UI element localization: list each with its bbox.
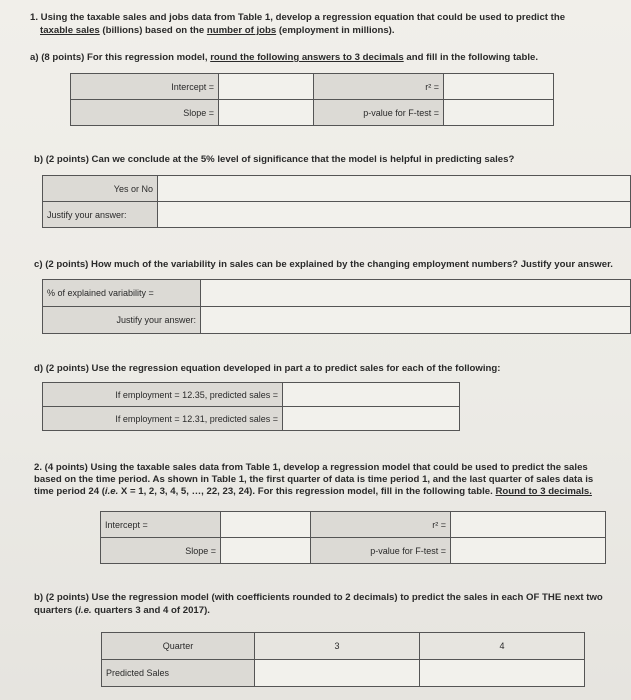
q1b-table: [42, 175, 631, 228]
q2-line3-c: X = 1, 2, 3, 4, 5, …, 22, 23, 24). For this regression model, fill in the following table.: [118, 486, 496, 497]
q1c-pct-label: % of explained variability =: [43, 280, 201, 307]
q2-r2-label: r² =: [311, 512, 451, 538]
q2-pvalue-label: p-value for F-test =: [311, 538, 451, 564]
q1-underline-taxable-sales: taxable sales: [40, 25, 100, 36]
q1a-underline: round the following answers to 3 decimals: [210, 52, 404, 63]
q1a-pvalue-label: p-value for F-test =: [314, 100, 444, 126]
q2b-line2-a: quarters (: [34, 605, 79, 616]
q2b-quarter-label: Quarter: [102, 633, 255, 660]
q2-r2-cell[interactable]: [451, 512, 606, 538]
q2-line3-ie: i.e.: [104, 486, 119, 497]
q2-intro-line2: based on the time period. As shown in Table 1, the first quarter of data is time period 1, and the last quarter of sales data is: [34, 474, 594, 485]
q2b-predicted-q4-cell[interactable]: [420, 660, 585, 687]
q1-intro-line2: [40, 25, 395, 37]
q1b-yes-no-cell[interactable]: [158, 176, 631, 202]
q1c-justify-label: Justify your answer:: [43, 307, 201, 334]
q2-slope-label: Slope =: [101, 538, 221, 564]
q1d-suffix: to predict sales for each of the following:: [310, 363, 501, 374]
q1b-yes-no-label: Yes or No: [43, 176, 158, 202]
q1d-row1-label: If employment = 12.35, predicted sales =: [43, 383, 283, 407]
q2b-line2-ie: i.e.: [78, 605, 92, 616]
q1a-prefix: a) (8 points) For this regression model,: [30, 52, 211, 63]
q1d-prompt: [34, 363, 500, 375]
q1a-pvalue-cell[interactable]: [444, 100, 554, 126]
q2b-line2-c: quarters 3 and 4 of 2017).: [91, 605, 210, 616]
q2-line3-round: Round to 3 decimals.: [495, 486, 592, 497]
q1-underline-number-of-jobs: number of jobs: [206, 25, 277, 36]
q1c-justify-cell[interactable]: [201, 307, 631, 334]
q1c-pct-cell[interactable]: [201, 280, 631, 307]
q1a-intercept-cell[interactable]: [219, 74, 314, 100]
q1a-slope-cell[interactable]: [219, 100, 314, 126]
q1-line2-text-d: (employment in millions).: [276, 25, 395, 36]
q1d-row2-label: If employment = 12.31, predicted sales =: [43, 407, 283, 431]
q1c-table: [42, 279, 631, 334]
q2-intercept-cell[interactable]: [221, 512, 311, 538]
q1d-prefix: d) (2 points) Use the regression equation developed in part: [34, 363, 306, 374]
q2b-table: [101, 632, 585, 687]
q1d-row2-cell[interactable]: [283, 407, 460, 431]
q2-intro-line3: [34, 486, 592, 498]
q2-table: [100, 511, 606, 564]
q2-line3-a: time period 24 (: [34, 486, 105, 497]
q1d-part: a: [305, 363, 311, 374]
q1d-row1-cell[interactable]: [283, 383, 460, 407]
q1d-table: [42, 382, 460, 431]
q2b-quarter-4: 4: [420, 633, 585, 660]
q2b-predicted-label: Predicted Sales: [102, 660, 255, 687]
q1a-prompt: [30, 52, 538, 64]
q1a-table: [70, 73, 554, 126]
q1b-justify-label: Justify your answer:: [43, 202, 158, 228]
q1a-suffix: and fill in the following table.: [403, 52, 539, 63]
q2-intercept-label: Intercept =: [101, 512, 221, 538]
q1a-slope-label: Slope =: [71, 100, 219, 126]
q1a-intercept-label: Intercept =: [71, 74, 219, 100]
q2-slope-cell[interactable]: [221, 538, 311, 564]
q2b-quarter-3: 3: [255, 633, 420, 660]
q1a-r2-cell[interactable]: [444, 74, 554, 100]
q2b-prompt-line1: b) (2 points) Use the regression model (with coefficients rounded to 2 decimals) to predict the sales in each OF THE next two: [34, 592, 603, 603]
q2b-predicted-q3-cell[interactable]: [255, 660, 420, 687]
q1c-prompt: c) (2 points) How much of the variability in sales can be explained by the changing employment numbers? Justify your answer.: [34, 259, 613, 270]
q1b-justify-cell[interactable]: [158, 202, 631, 228]
q2b-prompt-line2: [34, 605, 210, 617]
q1-line2-text-b: (billions) based on the: [99, 25, 207, 36]
q1b-prompt: b) (2 points) Can we conclude at the 5% level of significance that the model is helpful in predicting sales?: [34, 154, 515, 165]
q2-pvalue-cell[interactable]: [451, 538, 606, 564]
q1-intro-line1: 1. Using the taxable sales and jobs data from Table 1, develop a regression equation that could be used to predict the: [30, 12, 566, 23]
q2-intro-line1: 2. (4 points) Using the taxable sales data from Table 1, develop a regression model that could be used to predict the sales: [34, 462, 588, 473]
q1a-r2-label: r² =: [314, 74, 444, 100]
